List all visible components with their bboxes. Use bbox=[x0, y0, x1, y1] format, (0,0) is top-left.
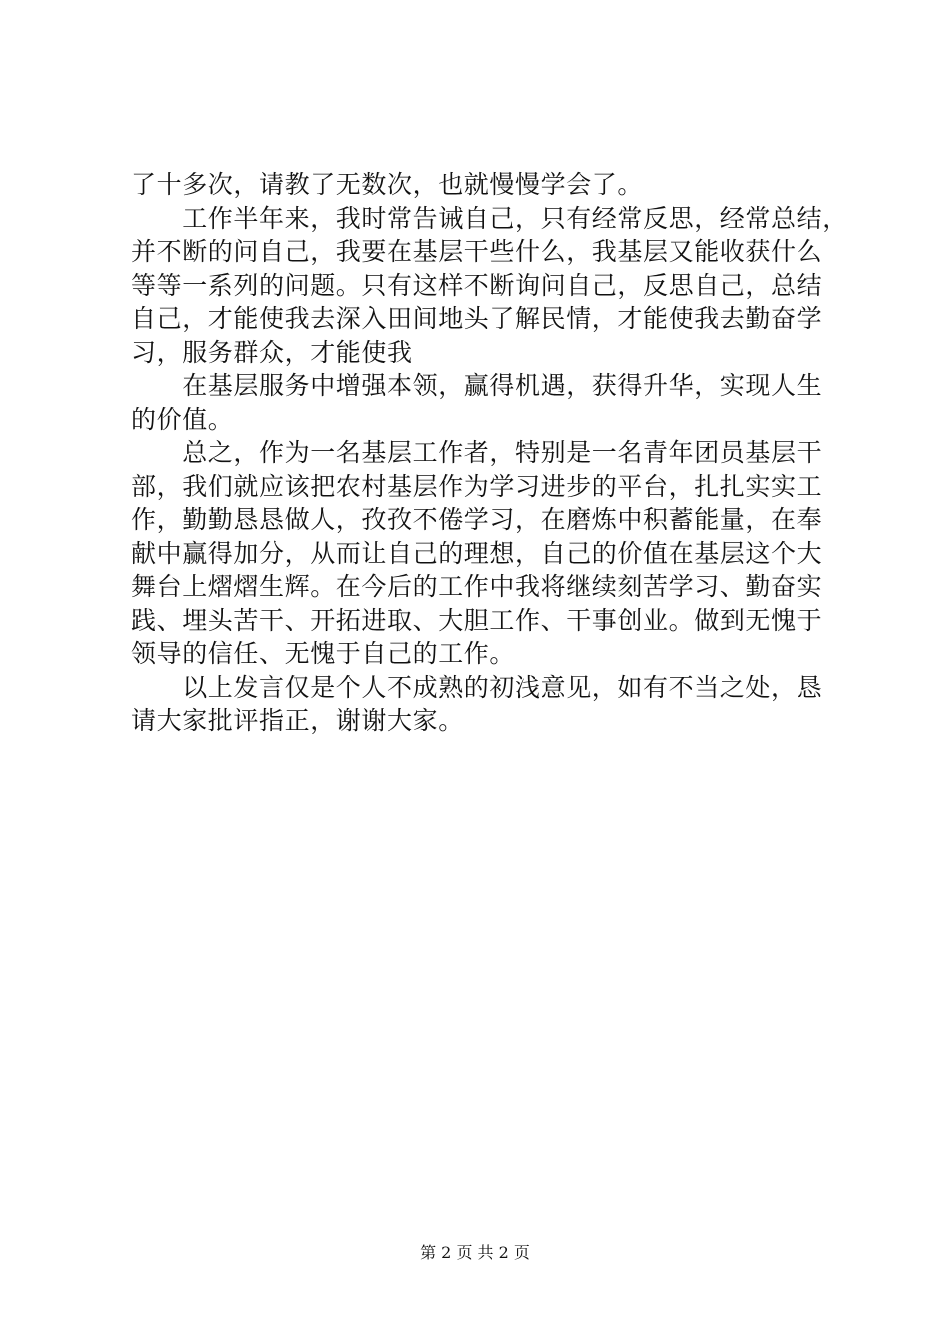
document-body bbox=[131, 168, 848, 738]
text-line: 并不断的问自己，我要在基层干些什么，我基层又能收获什么 bbox=[131, 237, 823, 266]
text-line: 等等一系列的问题。只有这样不断询问自己，反思自己，总结 bbox=[131, 270, 823, 300]
page-number-footer: 第 2 页 共 2 页 bbox=[420, 1243, 530, 1262]
text-line: 作，勤勤恳恳做人，孜孜不倦学习，在磨炼中积蓄能量，在奉 bbox=[131, 505, 823, 534]
text-line: 在基层服务中增强本领，赢得机遇，获得升华，实现人生 bbox=[131, 371, 823, 400]
text-line: 领导的信任、无愧于自己的工作。 bbox=[131, 639, 516, 668]
text-line: 请大家批评指正，谢谢大家。 bbox=[131, 706, 464, 735]
text-line: 习，服务群众，才能使我 bbox=[131, 337, 413, 367]
text-line: 了十多次，请教了无数次，也就慢慢学会了。 bbox=[131, 170, 644, 199]
text-line: 舞台上熠熠生辉。在今后的工作中我将继续刻苦学习、勤奋实 bbox=[131, 572, 823, 601]
text-line: 自己，才能使我去深入田间地头了解民情，才能使我去勤奋学 bbox=[131, 304, 823, 333]
text-line: 总之，作为一名基层工作者，特别是一名青年团员基层干 bbox=[131, 438, 823, 467]
text-line: 工作半年来，我时常告诫自己，只有经常反思，经常总结， bbox=[131, 203, 848, 233]
text-line: 献中赢得加分，从而让自己的理想，自己的价值在基层这个大 bbox=[131, 538, 823, 568]
text-line: 的价值。 bbox=[131, 404, 234, 434]
text-line: 部，我们就应该把农村基层作为学习进步的平台，扎扎实实工 bbox=[131, 471, 823, 501]
text-line: 践、埋头苦干、开拓进取、大胆工作、干事创业。做到无愧于 bbox=[131, 605, 823, 635]
text-line: 以上发言仅是个人不成熟的初浅意见，如有不当之处，恳 bbox=[131, 672, 823, 702]
